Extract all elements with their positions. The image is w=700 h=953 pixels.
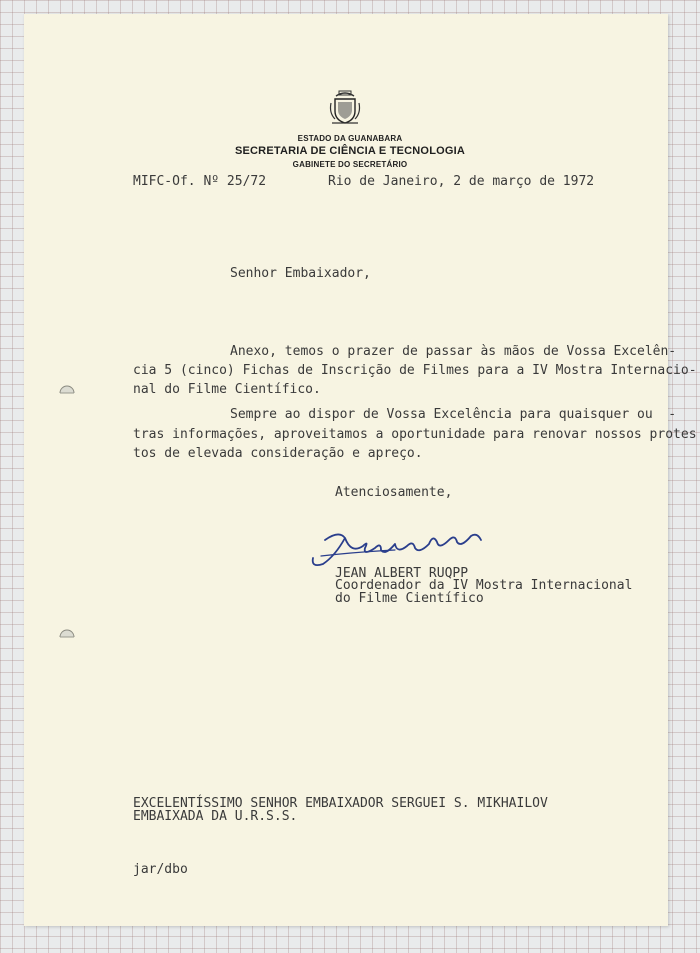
addressee-name: EXCELENTÍSSIMO SENHOR EMBAIXADOR SERGUEI S. MIKHAILOV <box>133 796 548 811</box>
addressee-embassy: EMBAIXADA DA U.R.S.S. <box>133 809 298 824</box>
reference-number: MIFC-Of. Nº 25/72 <box>133 174 267 189</box>
salutation: Senhor Embaixador, <box>230 266 371 281</box>
punch-hole-icon <box>58 381 76 399</box>
punch-hole-icon <box>58 625 76 643</box>
paragraph2-line: tos de elevada consideração e apreço. <box>133 446 423 461</box>
paragraph2-line: Sempre ao dispor de Vossa Excelência para quaisquer ou - <box>230 407 677 422</box>
letterhead-office: GABINETE DO SECRETÁRIO <box>292 160 408 169</box>
signer-title: do Filme Científico <box>335 591 484 606</box>
paragraph1-line: Anexo, temos o prazer de passar às mãos de Vossa Excelên- <box>230 344 677 359</box>
typist-initials: jar/dbo <box>133 862 188 877</box>
handwritten-signature <box>305 526 487 570</box>
signer-name: JEAN ALBERT RUQPP <box>335 566 469 581</box>
paragraph1-line: nal do Filme Científico. <box>133 382 321 397</box>
paragraph1-line: cia 5 (cinco) Fichas de Inscrição de Filmes para a IV Mostra Internacio- <box>133 363 697 378</box>
closing: Atenciosamente, <box>335 485 453 500</box>
signer-title: Coordenador da IV Mostra Internacional <box>335 578 633 593</box>
paragraph2-line: tras informações, aproveitamos a oportunidade para renovar nossos protes <box>133 427 697 442</box>
letterhead-state: ESTADO DA GUANABARA <box>297 134 403 143</box>
letterhead-secretariat: SECRETARIA DE CIÊNCIA E TECNOLOGIA <box>234 145 466 157</box>
place-date: Rio de Janeiro, 2 de março de 1972 <box>328 174 595 189</box>
coat-of-arms-icon <box>328 89 362 125</box>
